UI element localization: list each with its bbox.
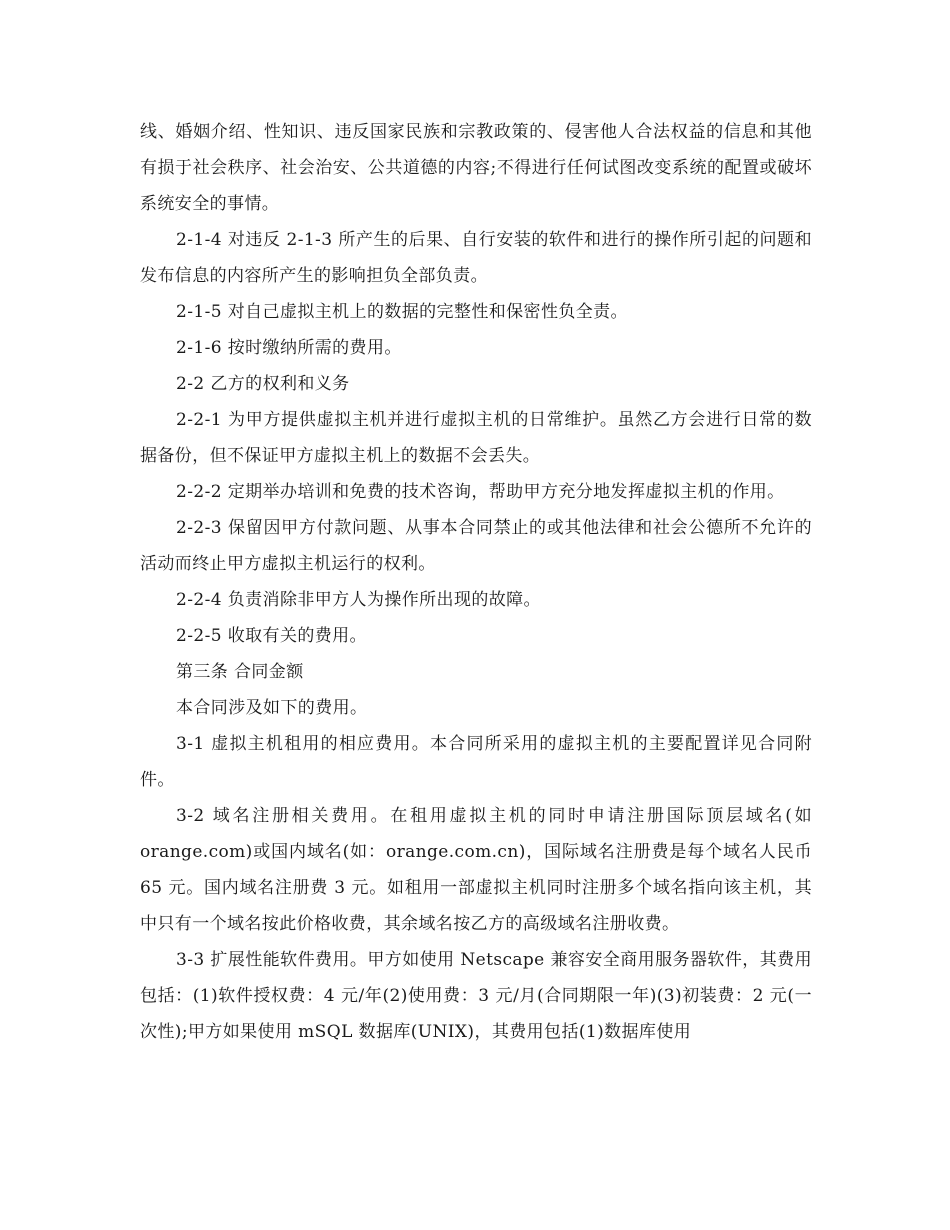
paragraph-2-2-1: 2-2-1 为甲方提供虚拟主机并进行虚拟主机的日常维护。虽然乙方会进行日常的数据备份，但不保证甲方虚拟主机上的数据不会丢失。 — [140, 410, 812, 466]
article-heading-3: 第三条 合同金额 — [176, 662, 304, 682]
section-heading-2-2: 2-2 乙方的权利和义务 — [176, 374, 350, 394]
document-body — [140, 114, 812, 1050]
paragraph-3-2: 3-2 域名注册相关费用。在租用虚拟主机的同时申请注册国际顶层域名(如 orange.com)或国内域名(如：orange.com.cn)，国际域名注册费是每个域名人民币 65 元。国内域名注册费 3 元。如租用一部虚拟主机同时注册多个域名指向该主机，其中只有一个域名按此价格收费，其余域名按乙方的高级域名注册收费。 — [140, 806, 812, 934]
paragraph-2-1-6: 2-1-6 按时缴纳所需的费用。 — [176, 338, 402, 358]
paragraph-3-1: 3-1 虚拟主机租用的相应费用。本合同所采用的虚拟主机的主要配置详见合同附件。 — [140, 734, 812, 790]
paragraph-2-2-4: 2-2-4 负责消除非甲方人为操作所出现的故障。 — [176, 590, 541, 610]
paragraph-2-1-5: 2-1-5 对自己虚拟主机上的数据的完整性和保密性负全责。 — [176, 302, 628, 322]
paragraph-2-2-3: 2-2-3 保留因甲方付款问题、从事本合同禁止的或其他法律和社会公德所不允许的活动而终止甲方虚拟主机运行的权利。 — [140, 518, 812, 574]
paragraph-continuation: 线、婚姻介绍、性知识、违反国家民族和宗教政策的、侵害他人合法权益的信息和其他有损于社会秩序、社会治安、公共道德的内容;不得进行任何试图改变系统的配置或破坏系统安全的事情。 — [140, 122, 812, 214]
paragraph-fees-intro: 本合同涉及如下的费用。 — [176, 698, 368, 718]
paragraph-3-3: 3-3 扩展性能软件费用。甲方如使用 Netscape 兼容安全商用服务器软件，其费用包括：(1)软件授权费：4 元/年(2)使用费：3 元/月(合同期限一年)(3)初装费：2 元(一次性);甲方如果使用 mSQL 数据库(UNIX)，其费用包括(1)数据库使用 — [140, 950, 812, 1042]
paragraph-2-1-4: 2-1-4 对违反 2-1-3 所产生的后果、自行安装的软件和进行的操作所引起的问题和发布信息的内容所产生的影响担负全部负责。 — [140, 230, 812, 286]
paragraph-2-2-5: 2-2-5 收取有关的费用。 — [176, 626, 367, 646]
paragraph-2-2-2: 2-2-2 定期举办培训和免费的技术咨询，帮助甲方充分地发挥虚拟主机的作用。 — [176, 482, 785, 502]
